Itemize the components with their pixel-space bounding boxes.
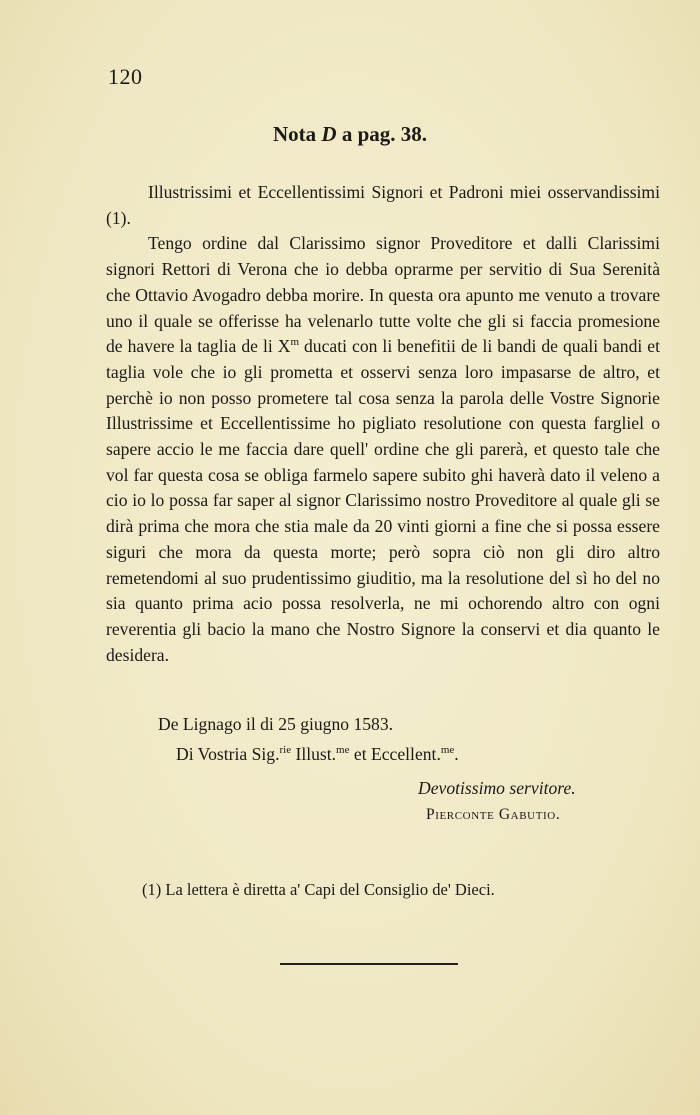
- signature: Pierconte Gabutio.: [426, 806, 561, 823]
- date-line: De Lignago il di 25 giugno 1583.: [158, 714, 394, 734]
- end-rule: [280, 963, 458, 965]
- salutation-d: .: [454, 744, 459, 764]
- salutation-sup-b: me: [336, 744, 350, 757]
- title-suffix: a pag. 38.: [341, 122, 428, 146]
- note-title: [0, 122, 700, 147]
- salutation-sup-a: rie: [279, 744, 292, 757]
- letter-opening: Illustrissimi et Eccellentissimi Signori et Padroni miei osservandissimi (1).: [106, 182, 660, 228]
- title-letter: D: [321, 122, 337, 146]
- salutation-b: Illust.: [291, 744, 337, 764]
- salutation-c: et Eccellent.: [349, 744, 441, 764]
- letter-body: [106, 180, 660, 668]
- footnote: (1) La lettera è diretta a' Capi del Consiglio de' Dieci.: [142, 880, 495, 899]
- superscript-m: m: [290, 336, 299, 349]
- paragraph-text-2: ducati con li benefitii de li bandi de quali bandi et taglia vole che io gli prometta et osservi senza loro impasarse de altro, et perchè io non posso prometere tal cosa senza la parola delle Vostre Signorie Illustrissime et Eccellentissime ho pigliato resolutione con questa fargliel o sapere accio le me faccia dare quell' ordine che gli parerà, et questo tale che vol far questa cosa se obliga farmelo sapere subito ghi haverà dato il veleno a cio io lo possa far saper al signor Clarissimo nostro Proveditore al quale gli se dirà prima che mora che stia male da 20 vinti giorni a fine che si possa essere siguri che mora da questa morte; però sopra ciò non gli diro altro remetendomi al suo prudentissimo giuditio, ma la resolutione del sì ho del no sia quanto prima acio possa resolverla, ne mi ochorendo altro con ogni reverentia gli bacio la mano che Nostro Signore la conservi et dia quanto le desidera.: [106, 336, 660, 665]
- salutation-a: Di Vostria Sig.: [176, 744, 280, 764]
- closing-formula: Devotissimo servitore.: [418, 778, 576, 798]
- letter-paragraph: [106, 231, 660, 668]
- salutation-line: [176, 744, 459, 765]
- salutation-sup-c: me: [440, 744, 455, 757]
- paragraph-text-1: Tengo ordine dal Clarissimo signor Proveditore et dalli Clarissimi signori Rettori di Verona che io debba oprarme per servitio di Sua Serenità che Ottavio Avogadro debba morire. In questa ora apunto me venuto a trovare uno il quale se offerisse ha velenarlo tutte volte che gli si faccia promesione de havere la taglia de li X: [106, 233, 660, 357]
- page-number: 120: [108, 64, 143, 89]
- title-prefix: Nota: [272, 122, 317, 146]
